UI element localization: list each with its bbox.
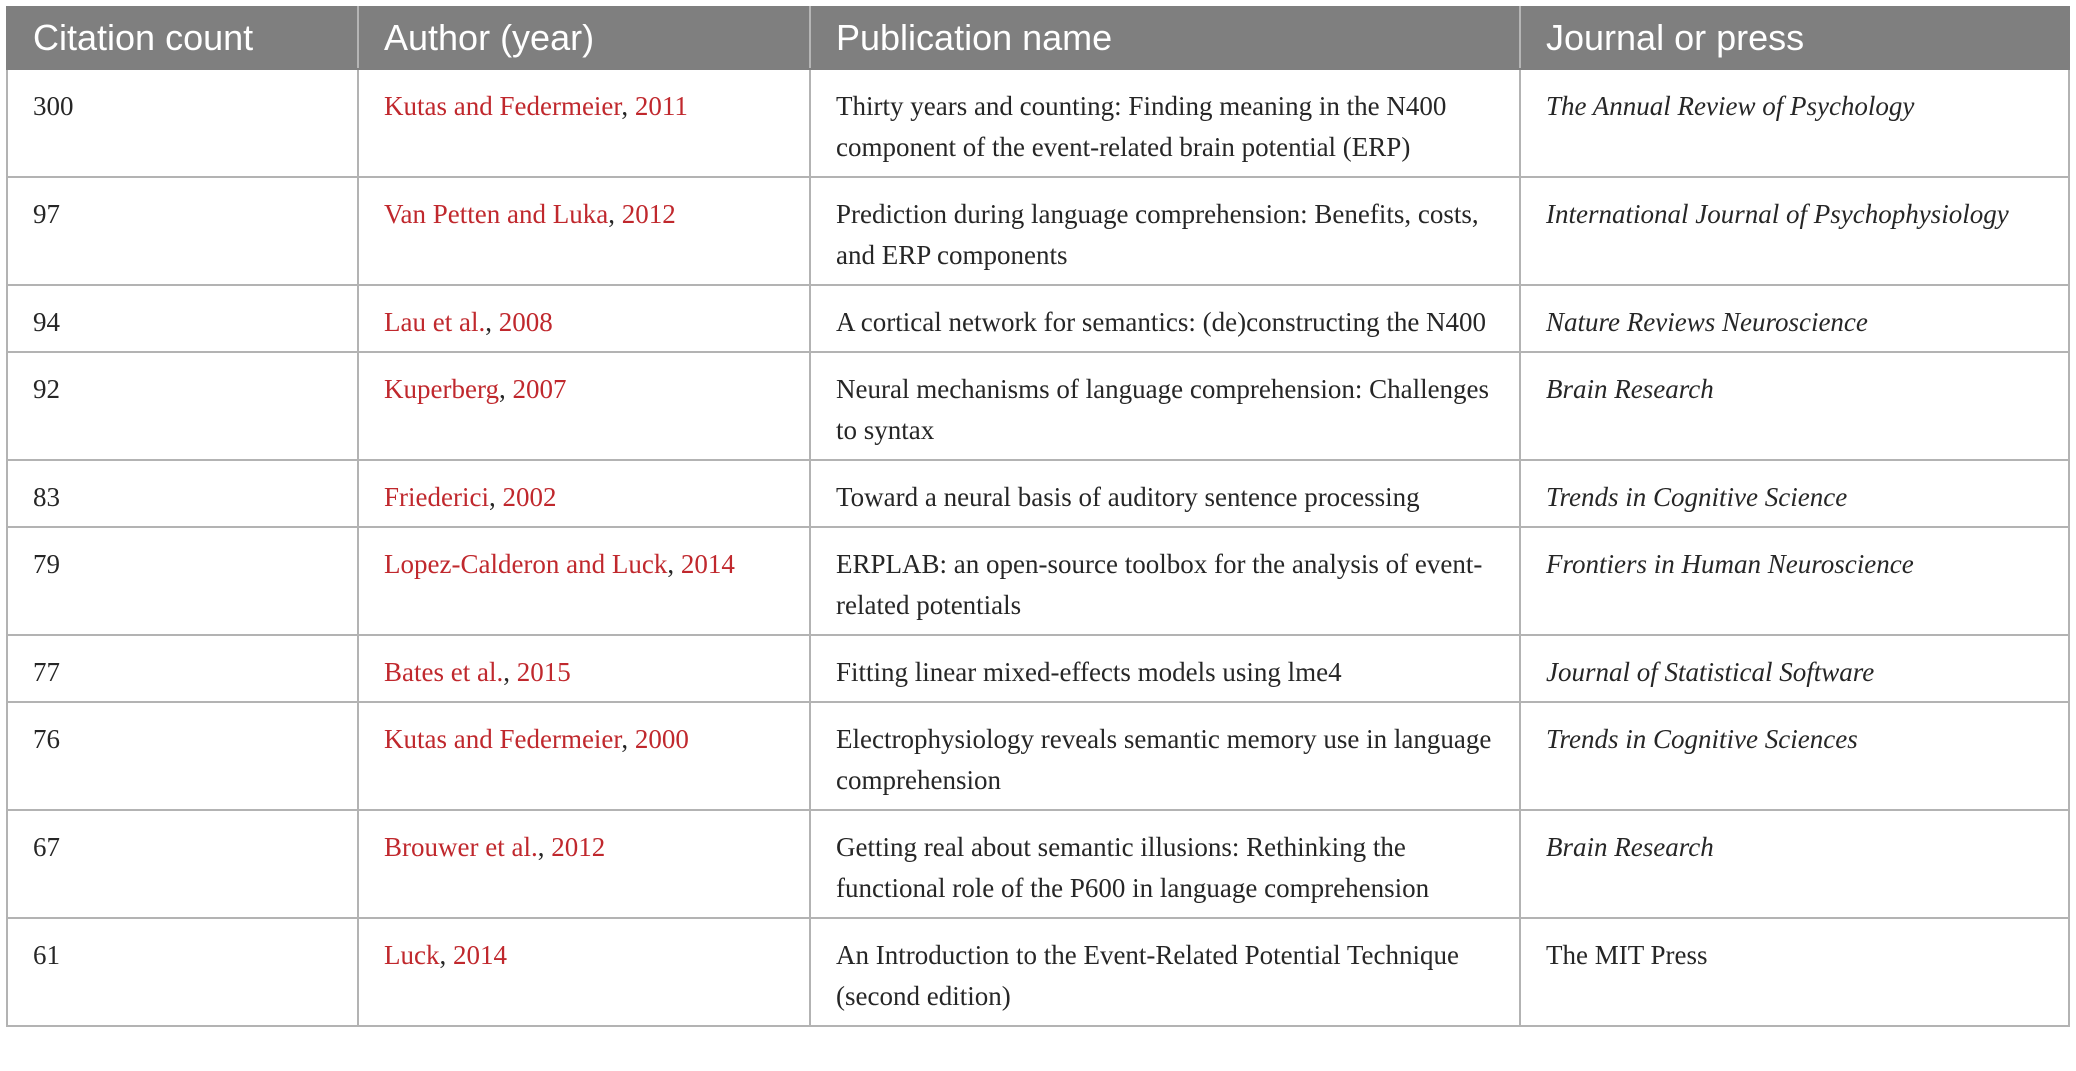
author-year-cell <box>358 918 810 1026</box>
journal-or-press-cell: Nature Reviews Neuroscience <box>1520 285 2069 352</box>
table-header <box>7 7 2069 69</box>
citation-count-cell: 76 <box>7 702 358 810</box>
citation-count-cell: 83 <box>7 460 358 527</box>
table-row <box>7 352 2069 460</box>
journal-or-press-cell: Trends in Cognitive Sciences <box>1520 702 2069 810</box>
table-row <box>7 635 2069 702</box>
publication-name-cell: Getting real about semantic illusions: Rethinking the functional role of the P600 in language comprehension <box>810 810 1520 918</box>
author-link[interactable]: Friederici <box>384 482 489 512</box>
table-row <box>7 460 2069 527</box>
journal-or-press-cell: Frontiers in Human Neuroscience <box>1520 527 2069 635</box>
header-row <box>7 7 2069 69</box>
citation-count-cell: 79 <box>7 527 358 635</box>
year-link[interactable]: 2002 <box>502 482 557 512</box>
header-citation-count: Citation count <box>7 7 358 69</box>
author-link[interactable]: Kuperberg <box>384 374 499 404</box>
journal-or-press-cell: The Annual Review of Psychology <box>1520 69 2069 177</box>
journal-or-press-cell: Brain Research <box>1520 352 2069 460</box>
table-row <box>7 527 2069 635</box>
journal-or-press-cell: Journal of Statistical Software <box>1520 635 2069 702</box>
publication-name-cell: Electrophysiology reveals semantic memory use in language comprehension <box>810 702 1520 810</box>
table-row <box>7 810 2069 918</box>
table-row <box>7 702 2069 810</box>
table-row <box>7 918 2069 1026</box>
year-link[interactable]: 2014 <box>452 940 507 970</box>
table-row <box>7 177 2069 285</box>
publication-name-cell: Neural mechanisms of language comprehension: Challenges to syntax <box>810 352 1520 460</box>
author-year-cell <box>358 810 810 918</box>
publication-name-cell: ERPLAB: an open-source toolbox for the analysis of event-related potentials <box>810 527 1520 635</box>
journal-or-press-cell: International Journal of Psychophysiology <box>1520 177 2069 285</box>
year-link[interactable]: 2015 <box>516 657 571 687</box>
author-year-separator: , <box>667 549 681 579</box>
author-year-cell <box>358 352 810 460</box>
author-year-cell <box>358 527 810 635</box>
publication-name-cell: An Introduction to the Event-Related Potential Technique (second edition) <box>810 918 1520 1026</box>
author-link[interactable]: Luck <box>384 940 440 970</box>
author-link[interactable]: Lau et al. <box>384 307 486 337</box>
publication-name-cell: Toward a neural basis of auditory sentence processing <box>810 460 1520 527</box>
author-year-separator: , <box>608 199 622 229</box>
citation-count-cell: 94 <box>7 285 358 352</box>
header-journal-or-press: Journal or press <box>1520 7 2069 69</box>
author-year-cell <box>358 460 810 527</box>
publication-name-cell: Thirty years and counting: Finding meaning in the N400 component of the event-related brain potential (ERP) <box>810 69 1520 177</box>
citation-count-cell: 97 <box>7 177 358 285</box>
publication-name-cell: Prediction during language comprehension: Benefits, costs, and ERP components <box>810 177 1520 285</box>
author-year-cell <box>358 285 810 352</box>
citation-count-cell: 92 <box>7 352 358 460</box>
author-year-separator: , <box>498 374 513 404</box>
year-link[interactable]: 2014 <box>680 549 735 579</box>
author-year-separator: , <box>439 940 453 970</box>
year-link[interactable]: 2007 <box>512 374 567 404</box>
author-link[interactable]: Kutas and Federmeier <box>384 724 622 754</box>
author-link[interactable]: Kutas and Federmeier <box>384 91 622 121</box>
author-year-separator: , <box>537 832 552 862</box>
citation-table <box>6 6 2070 1027</box>
author-year-separator: , <box>503 657 517 687</box>
citation-count-cell: 300 <box>7 69 358 177</box>
header-publication-name: Publication name <box>810 7 1520 69</box>
citation-count-cell: 67 <box>7 810 358 918</box>
year-link[interactable]: 2011 <box>634 91 688 121</box>
author-year-separator: , <box>488 482 503 512</box>
publication-name-cell: Fitting linear mixed-effects models using lme4 <box>810 635 1520 702</box>
citation-count-cell: 77 <box>7 635 358 702</box>
author-link[interactable]: Van Petten and Luka <box>384 199 609 229</box>
citation-count-cell: 61 <box>7 918 358 1026</box>
author-year-cell <box>358 69 810 177</box>
author-year-cell <box>358 702 810 810</box>
author-year-cell <box>358 177 810 285</box>
author-link[interactable]: Brouwer et al. <box>384 832 538 862</box>
journal-or-press-cell: The MIT Press <box>1520 918 2069 1026</box>
year-link[interactable]: 2012 <box>551 832 606 862</box>
journal-or-press-cell: Trends in Cognitive Science <box>1520 460 2069 527</box>
publication-name-cell: A cortical network for semantics: (de)constructing the N400 <box>810 285 1520 352</box>
author-link[interactable]: Lopez-Calderon and Luck <box>384 549 668 579</box>
journal-or-press-cell: Brain Research <box>1520 810 2069 918</box>
year-link[interactable]: 2008 <box>498 307 553 337</box>
author-year-cell <box>358 635 810 702</box>
header-author-year: Author (year) <box>358 7 810 69</box>
author-year-separator: , <box>485 307 499 337</box>
table-row <box>7 69 2069 177</box>
author-link[interactable]: Bates et al. <box>384 657 504 687</box>
table-row <box>7 285 2069 352</box>
table-body <box>7 69 2069 1026</box>
author-year-separator: , <box>621 91 635 121</box>
author-year-separator: , <box>621 724 635 754</box>
year-link[interactable]: 2000 <box>634 724 689 754</box>
year-link[interactable]: 2012 <box>621 199 676 229</box>
